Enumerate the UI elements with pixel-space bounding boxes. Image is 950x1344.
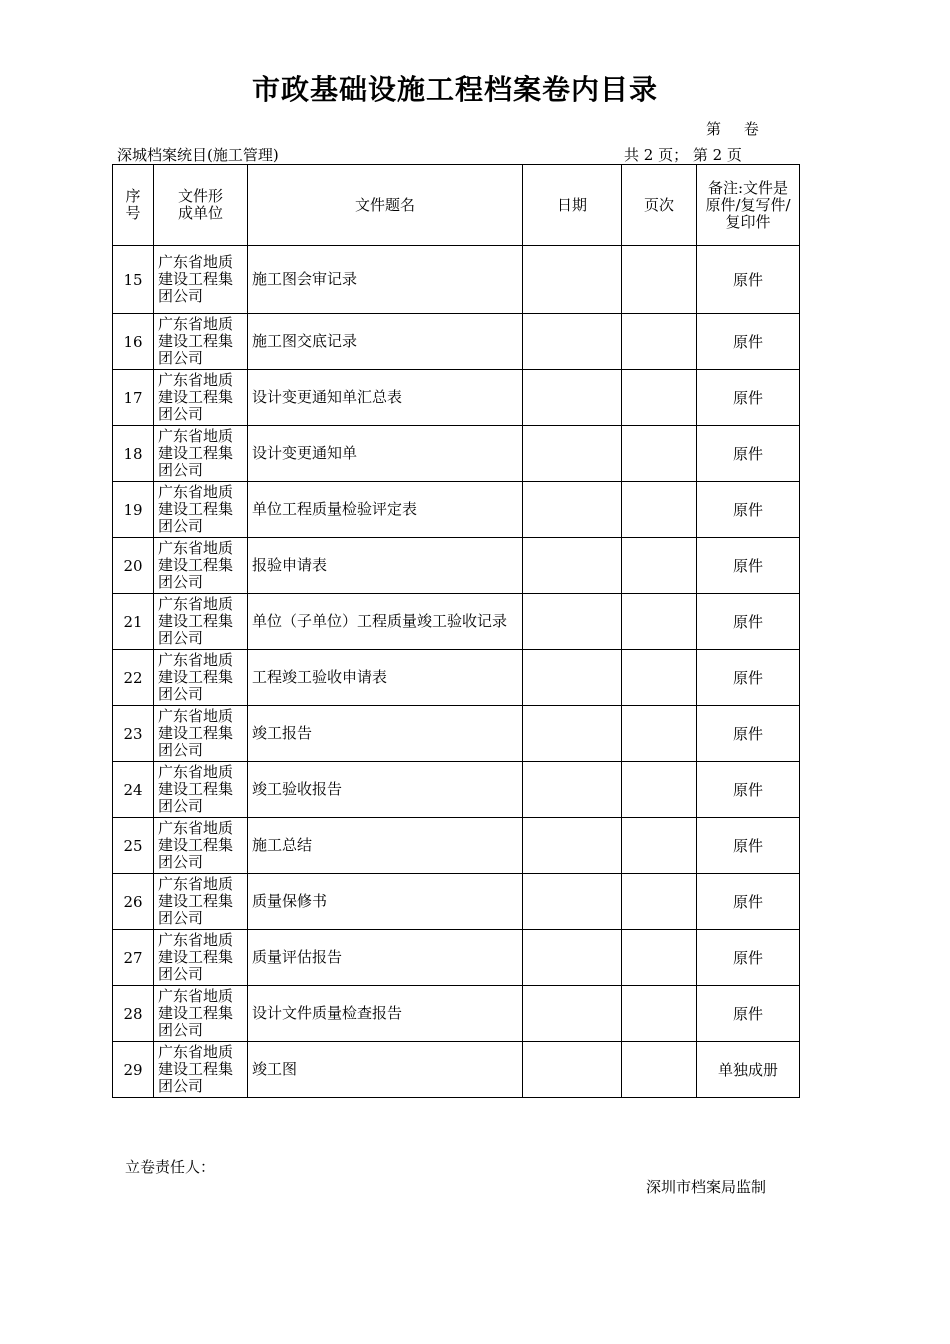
catalog-table [112, 164, 800, 1098]
row-unit: 广东省地质建设工程集团公司 [154, 1042, 248, 1098]
row-date [523, 426, 622, 482]
row-note: 原件 [697, 482, 800, 538]
table-row [113, 874, 800, 930]
row-unit: 广东省地质建设工程集团公司 [154, 762, 248, 818]
row-title: 竣工图 [248, 1042, 523, 1098]
row-note: 原件 [697, 246, 800, 314]
header-page: 页次 [622, 165, 697, 246]
row-unit: 广东省地质建设工程集团公司 [154, 370, 248, 426]
row-page [622, 246, 697, 314]
row-unit: 广东省地质建设工程集团公司 [154, 874, 248, 930]
row-title: 质量评估报告 [248, 930, 523, 986]
row-seq: 17 [113, 370, 154, 426]
row-seq: 22 [113, 650, 154, 706]
row-page [622, 762, 697, 818]
row-date [523, 818, 622, 874]
row-title: 竣工验收报告 [248, 762, 523, 818]
row-page [622, 426, 697, 482]
table-row [113, 370, 800, 426]
row-date [523, 930, 622, 986]
row-note: 单独成册 [697, 1042, 800, 1098]
row-title: 工程竣工验收申请表 [248, 650, 523, 706]
row-title: 施工图会审记录 [248, 246, 523, 314]
volume-label: 第 卷 [706, 120, 759, 138]
table-row [113, 314, 800, 370]
row-page [622, 930, 697, 986]
row-note: 原件 [697, 986, 800, 1042]
row-page [622, 986, 697, 1042]
row-date [523, 874, 622, 930]
page-count-label: 共 2 页； 第 2 页 [624, 146, 742, 164]
row-note: 原件 [697, 706, 800, 762]
catalog-label: 深城档案统目(施工管理) [117, 146, 279, 164]
row-page [622, 370, 697, 426]
row-unit: 广东省地质建设工程集团公司 [154, 706, 248, 762]
table-row [113, 246, 800, 314]
row-unit: 广东省地质建设工程集团公司 [154, 246, 248, 314]
row-note: 原件 [697, 650, 800, 706]
row-page [622, 314, 697, 370]
row-unit: 广东省地质建设工程集团公司 [154, 594, 248, 650]
row-unit: 广东省地质建设工程集团公司 [154, 538, 248, 594]
responsible-person-label: 立卷责任人： [125, 1158, 216, 1176]
row-date [523, 538, 622, 594]
row-seq: 26 [113, 874, 154, 930]
header-unit: 文件形成单位 [154, 165, 248, 246]
row-note: 原件 [697, 426, 800, 482]
row-unit: 广东省地质建设工程集团公司 [154, 986, 248, 1042]
row-unit: 广东省地质建设工程集团公司 [154, 930, 248, 986]
row-page [622, 1042, 697, 1098]
row-seq: 18 [113, 426, 154, 482]
row-date [523, 762, 622, 818]
row-title: 施工总结 [248, 818, 523, 874]
row-unit: 广东省地质建设工程集团公司 [154, 650, 248, 706]
row-date [523, 986, 622, 1042]
table-header-row [113, 165, 800, 246]
table-row [113, 594, 800, 650]
row-unit: 广东省地质建设工程集团公司 [154, 818, 248, 874]
table-row [113, 426, 800, 482]
row-date [523, 370, 622, 426]
row-title: 单位工程质量检验评定表 [248, 482, 523, 538]
table-row [113, 650, 800, 706]
row-date [523, 1042, 622, 1098]
row-seq: 29 [113, 1042, 154, 1098]
row-date [523, 314, 622, 370]
row-unit: 广东省地质建设工程集团公司 [154, 482, 248, 538]
table-row [113, 1042, 800, 1098]
header-seq: 序号 [113, 165, 154, 246]
row-note: 原件 [697, 930, 800, 986]
row-seq: 21 [113, 594, 154, 650]
made-by-label: 深圳市档案局监制 [646, 1178, 767, 1196]
row-date [523, 594, 622, 650]
table-row [113, 986, 800, 1042]
header-name: 文件题名 [248, 165, 523, 246]
row-page [622, 706, 697, 762]
table-row [113, 706, 800, 762]
row-page [622, 538, 697, 594]
row-title: 设计文件质量检查报告 [248, 986, 523, 1042]
page-title: 市政基础设施工程档案卷内目录 [251, 73, 658, 106]
row-page [622, 818, 697, 874]
table-row [113, 482, 800, 538]
row-seq: 16 [113, 314, 154, 370]
row-note: 原件 [697, 370, 800, 426]
row-page [622, 482, 697, 538]
row-title: 设计变更通知单 [248, 426, 523, 482]
row-note: 原件 [697, 538, 800, 594]
table-row [113, 762, 800, 818]
row-date [523, 482, 622, 538]
row-seq: 23 [113, 706, 154, 762]
table-body [113, 246, 800, 1098]
table-row [113, 818, 800, 874]
row-title: 施工图交底记录 [248, 314, 523, 370]
row-seq: 28 [113, 986, 154, 1042]
row-seq: 20 [113, 538, 154, 594]
row-title: 设计变更通知单汇总表 [248, 370, 523, 426]
row-seq: 27 [113, 930, 154, 986]
row-title: 报验申请表 [248, 538, 523, 594]
row-seq: 25 [113, 818, 154, 874]
row-note: 原件 [697, 874, 800, 930]
row-seq: 19 [113, 482, 154, 538]
row-title: 质量保修书 [248, 874, 523, 930]
row-seq: 15 [113, 246, 154, 314]
row-date [523, 706, 622, 762]
header-note: 备注:文件是原件/复写件/复印件 [697, 165, 800, 246]
table-row [113, 930, 800, 986]
row-page [622, 874, 697, 930]
row-date [523, 650, 622, 706]
row-page [622, 650, 697, 706]
row-unit: 广东省地质建设工程集团公司 [154, 426, 248, 482]
row-note: 原件 [697, 594, 800, 650]
header-date: 日期 [523, 165, 622, 246]
row-date [523, 246, 622, 314]
row-title: 竣工报告 [248, 706, 523, 762]
row-title: 单位（子单位）工程质量竣工验收记录 [248, 594, 523, 650]
row-unit: 广东省地质建设工程集团公司 [154, 314, 248, 370]
row-note: 原件 [697, 818, 800, 874]
row-page [622, 594, 697, 650]
row-seq: 24 [113, 762, 154, 818]
row-note: 原件 [697, 314, 800, 370]
row-note: 原件 [697, 762, 800, 818]
table-row [113, 538, 800, 594]
